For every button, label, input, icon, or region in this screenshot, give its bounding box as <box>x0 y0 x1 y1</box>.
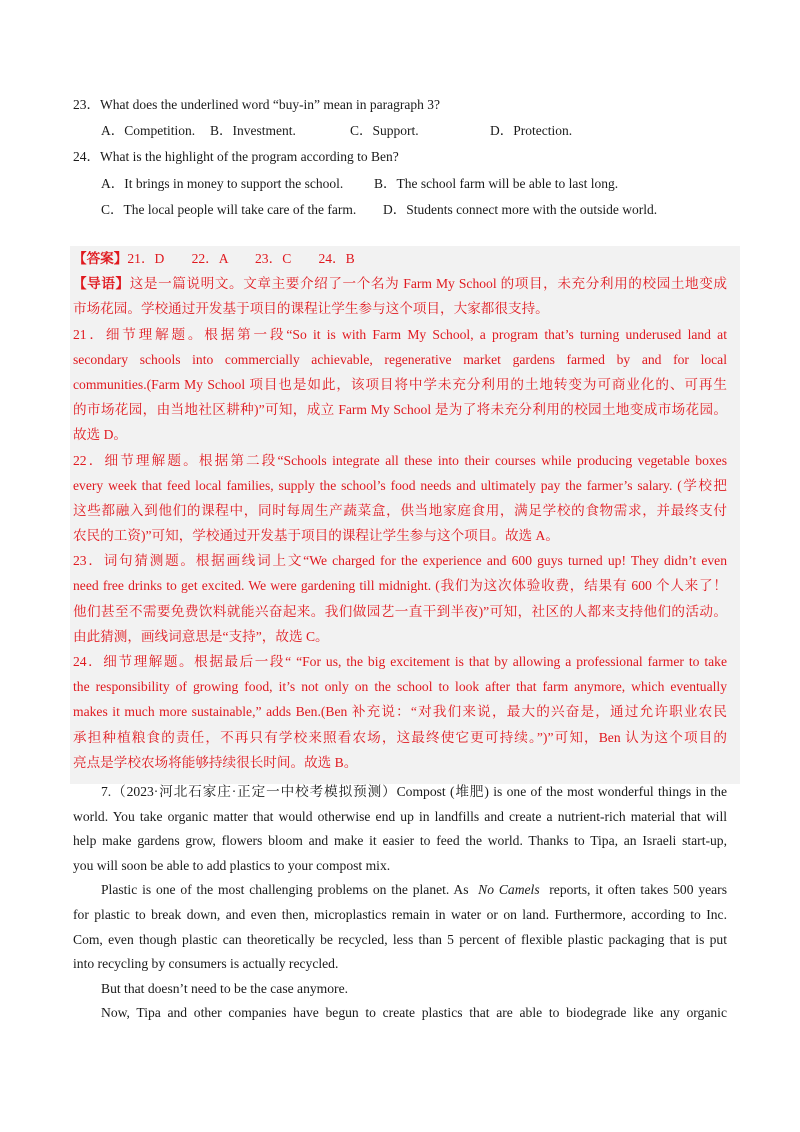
question-24-option-d: D．Students connect more with the outside world. <box>383 202 658 217</box>
explanation-22-line-4: 农民的工资)”可知，学校通过开发基于项目的课程让学生参与这个项目。故选 A。 <box>73 528 559 544</box>
explanation-22-line-3: 这些都融入到他们的课程中，同时每周生产蔬菜盒，供当地家庭食用，满足学校的食物需求，并最终支付 <box>73 502 727 518</box>
reading-passage <box>73 780 727 1026</box>
explanation-21-line-3: communities.(Farm My School 项目也是如此，该项目将中学未充分利用的土地转变为可商业化的、可再生 <box>73 376 727 392</box>
explanation-21-line-1: 21．细节理解题。根据第一段“So it is with Farm My School, a program that’s turning underused land at <box>73 326 727 342</box>
passage-p1-line-1: 7.（2023·河北石家庄·正定一中校考模拟预测）Compost (堆肥) is one of the most wonderful things in the <box>101 784 727 799</box>
passage-p2-line-1 <box>73 878 727 903</box>
passage-p1-line-2: world. You take organic matter that would otherwise end up in landfills and create a nutrient-rich material that will <box>73 808 727 824</box>
passage-p1-line-3: help make gardens grow, flowers bloom and make it easier to feed the world. Thanks to Tipa, an Israeli start-up, <box>73 833 727 849</box>
passage-p4-line-1: Now, Tipa and other companies have begun to create plastics that are able to biodegrade like any organic <box>101 1005 727 1021</box>
explanation-23-line-1: 23．词句猜测题。根据画线词上文“We charged for the experience and 600 guys turned up! They didn’t even <box>73 553 727 569</box>
question-24-option-c: C．The local people will take care of the farm. <box>101 202 357 217</box>
passage-p2-text-c: reports, it often takes 500 years <box>549 882 727 898</box>
explanation-24-line-5: 亮点是学校农场将能够持续很长时间。故选 B。 <box>73 754 358 770</box>
passage-p2-line-2: for plastic to break down, and even then, microplastics remain in water or on land. Furthermore, according to Inc. <box>73 906 727 922</box>
passage-p2-line-4: into recycling by consumers is actually recycled. <box>73 956 339 972</box>
passage-p2-line-3: Com, even though plastic can theoretically be recycled, less than 5 percent of flexible plastic packaging that is put <box>73 931 727 947</box>
explanation-22-line-1: 22．细节理解题。根据第二段“Schools integrate all these into their courses while producing vegetable boxes <box>73 452 727 468</box>
guide-tag: 【导语】 <box>73 276 130 292</box>
answer-tag: 【答案】 <box>73 251 128 266</box>
question-24-stem: 24．What is the highlight of the program according to Ben? <box>73 149 399 164</box>
answer-explanation-text <box>73 246 727 775</box>
explanation-23-line-3: 他们甚至不需要免费饮料就能兴奋起来。我们做园艺一直干到半夜)”可知，社区的人都来支持他们的活动。 <box>73 603 727 619</box>
explanation-21-line-2: secondary schools into commercially achievable, regenerative market gardens farmed by and for local <box>73 351 727 367</box>
explanation-24-line-2: the responsibility of growing food, it’s not only on the school to look after that farm anymore, which eventually <box>73 679 727 695</box>
guide-line-2: 市场花园。学校通过开发基于项目的课程让学生参与这个项目，大家都很支持。 <box>73 301 549 317</box>
question-23-stem: 23．What does the underlined word “buy-in” mean in paragraph 3? <box>73 97 440 112</box>
passage-p1-line-4: you will soon be able to add plastics to your compost mix. <box>73 857 391 873</box>
question-24-option-a: A．It brings in money to support the school. <box>101 176 344 191</box>
guide-text-1: 这是一篇说明文。文章主要介绍了一个名为 Farm My School 的项目，未充分利用的校园土地变成 <box>129 276 727 292</box>
passage-p2-text-a: Plastic is one of the most challenging problems on the planet. As <box>101 882 469 898</box>
explanation-21-line-5: 故选 D。 <box>73 427 127 443</box>
explanation-21-line-4: 的市场花园，由当地社区耕种)”可知，成立 Farm My School 是为了将未充分利用的校园土地变成市场花园。 <box>73 402 727 418</box>
question-23-option-b: B．Investment. <box>210 123 296 138</box>
question-24-option-b: B．The school farm will be able to last long. <box>374 176 619 191</box>
question-23-option-d: D．Protection. <box>490 123 573 138</box>
answer-keys: 21．D 22．A 23．C 24．B <box>127 251 355 266</box>
explanation-24-line-4: 承担种植粮食的责任，不再只有学校来照看农场，这最终使它更可持续。”)”可知，Ben 认为这个项目的 <box>73 729 727 745</box>
explanation-22-line-2: every week that feed local families, supply the school’s food needs and ultimately pay the farmer’s salary. (学校把 <box>73 477 727 493</box>
question-23-option-a: A．Competition. <box>101 123 196 138</box>
passage-p3: But that doesn’t need to be the case anymore. <box>101 980 349 996</box>
question-23-option-c: C．Support. <box>350 123 419 138</box>
guide-line-1 <box>73 271 727 296</box>
explanation-24-line-3: makes it much more sustainable,” adds Ben.(Ben 补充说：“对我们来说，最大的兴奋是，通过允许职业农民 <box>73 704 727 720</box>
explanation-23-line-4: 由此猜测，画线词意思是“支持”，故选 C。 <box>73 628 329 644</box>
explanation-24-line-1: 24．细节理解题。根据最后一段“ “For us, the big excitement is that by allowing a professional farmer to take <box>73 654 727 669</box>
passage-source-name: No Camels <box>478 882 540 898</box>
answer-line <box>73 246 727 271</box>
explanation-23-line-2: need free drinks to get excited. We were gardening till midnight. (我们为这次体验收费，结果有 600 个人来了！ <box>73 578 727 594</box>
